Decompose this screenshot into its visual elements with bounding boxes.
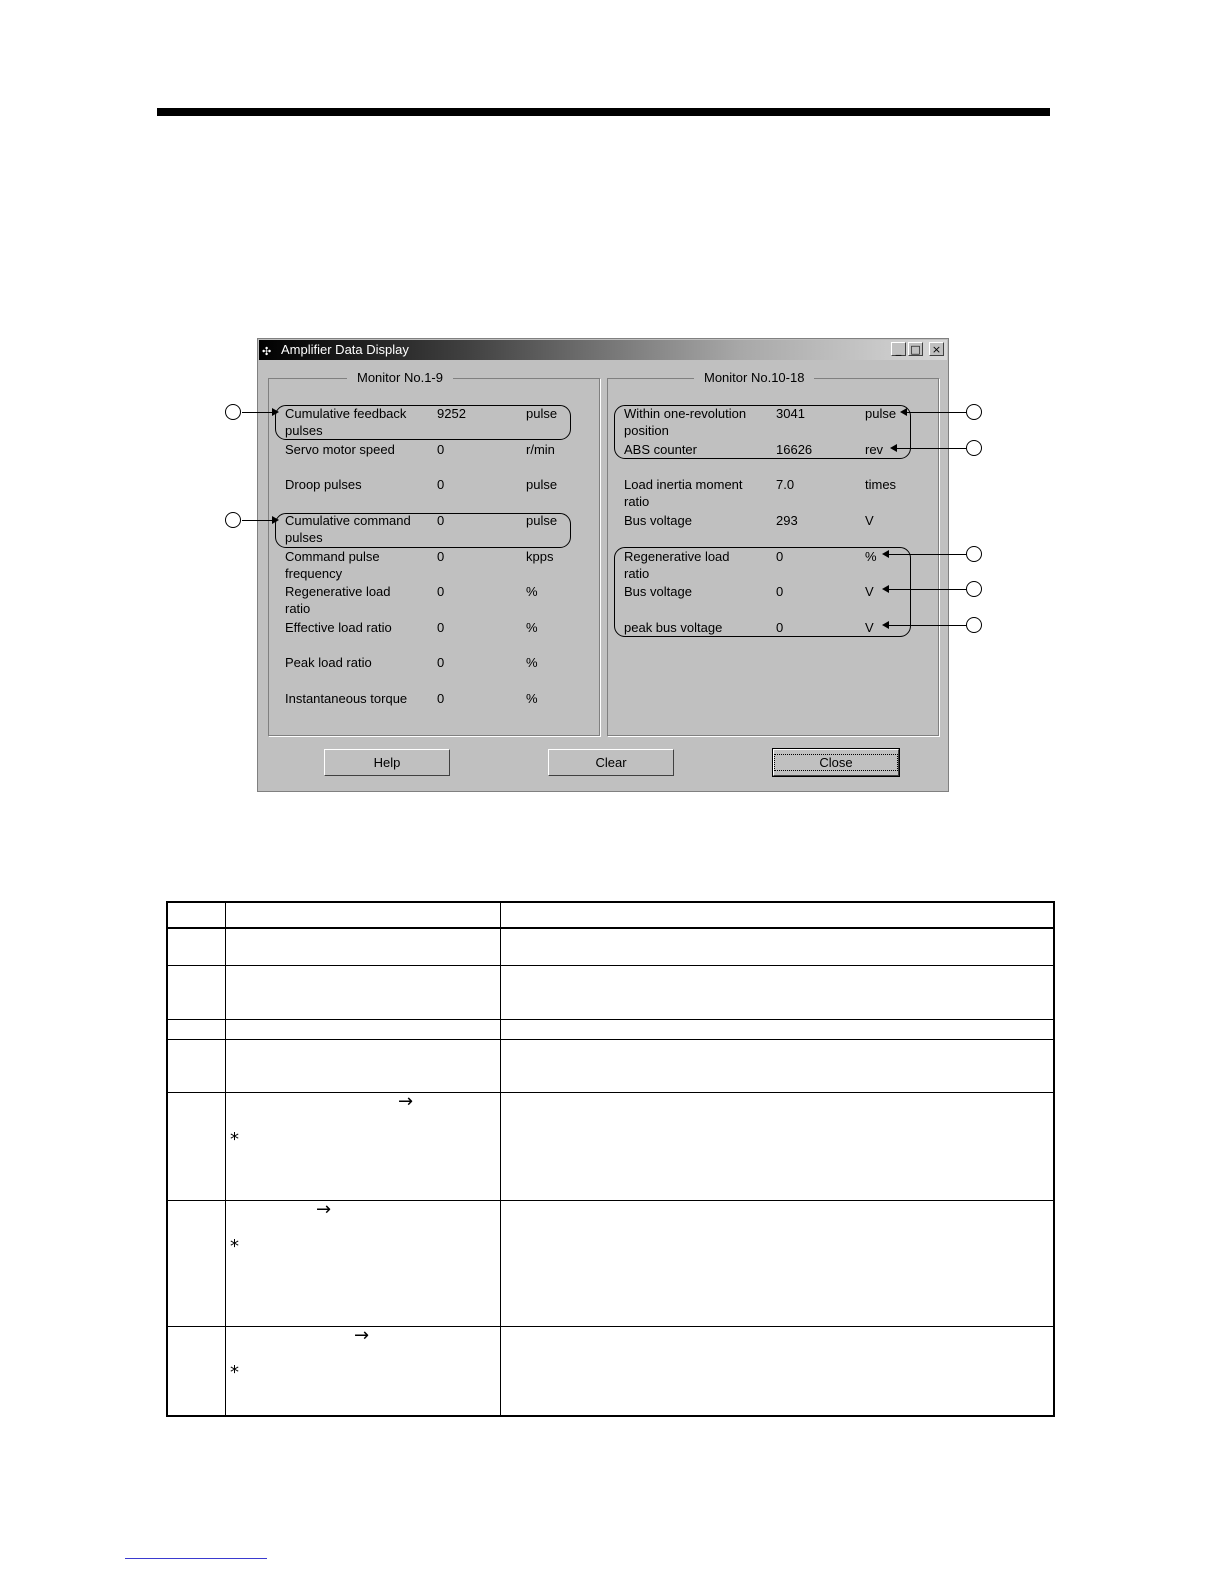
table-row-divider xyxy=(168,1092,1053,1093)
table-column-divider xyxy=(225,903,226,1415)
highlight-box xyxy=(275,513,571,548)
row-unit: % xyxy=(526,584,538,599)
row-unit: times xyxy=(865,477,897,492)
row-value: 0 xyxy=(776,620,784,635)
callout-circle xyxy=(966,581,982,597)
arrow-icon xyxy=(890,444,897,452)
highlight-box xyxy=(614,405,911,459)
table-row-divider xyxy=(168,1019,1053,1020)
table-row-divider xyxy=(168,1039,1053,1040)
maximize-button[interactable]: □ xyxy=(908,342,923,356)
callout-line xyxy=(242,520,275,521)
asterisk-glyph: * xyxy=(230,1362,239,1383)
row-value: 0 xyxy=(437,655,445,670)
app-icon: ✣ xyxy=(262,346,272,358)
callout-line xyxy=(888,625,966,626)
amplifier-data-dialog xyxy=(257,338,949,792)
highlight-box xyxy=(275,405,571,440)
callout-circle xyxy=(225,512,241,528)
row-value: 0 xyxy=(776,549,784,564)
close-window-button[interactable]: × xyxy=(929,342,944,356)
row-label: Load inertia moment ratio xyxy=(624,477,743,509)
asterisk-glyph: * xyxy=(230,1129,239,1150)
row-unit: pulse xyxy=(526,477,558,492)
row-value: 0 xyxy=(437,620,445,635)
callout-line xyxy=(888,554,966,555)
minimize-button[interactable]: _ xyxy=(891,342,906,356)
help-button[interactable]: Help xyxy=(324,749,450,776)
row-unit: % xyxy=(865,549,877,564)
row-label: Instantaneous torque xyxy=(285,691,408,706)
row-unit: kpps xyxy=(526,549,554,564)
window-title: Amplifier Data Display xyxy=(281,342,409,357)
arrow-icon xyxy=(882,621,889,629)
arrow-glyph: → xyxy=(354,1325,370,1346)
row-unit: V xyxy=(865,513,874,528)
asterisk-glyph: * xyxy=(230,1236,239,1257)
row-label: Within one-revolution position xyxy=(624,406,747,438)
row-label: peak bus voltage xyxy=(624,620,723,635)
table-row-divider xyxy=(168,965,1053,966)
arrow-icon xyxy=(272,516,279,524)
row-unit: pulse xyxy=(526,513,558,528)
row-value: 0 xyxy=(437,442,445,457)
row-label: Regenerative load ratio xyxy=(285,584,391,616)
arrow-icon xyxy=(900,408,907,416)
row-value: 9252 xyxy=(437,406,466,421)
title-bar[interactable] xyxy=(259,340,947,360)
row-value: 293 xyxy=(776,513,798,528)
row-label: ABS counter xyxy=(624,442,697,457)
row-unit: pulse xyxy=(865,406,897,421)
row-label: Servo motor speed xyxy=(285,442,395,457)
row-unit: V xyxy=(865,584,874,599)
callout-circle xyxy=(966,440,982,456)
arrow-glyph: → xyxy=(316,1199,332,1220)
callout-circle xyxy=(966,546,982,562)
row-value: 0 xyxy=(437,584,445,599)
row-value: 0 xyxy=(437,513,445,528)
row-label: Command pulse frequency xyxy=(285,549,380,581)
arrow-glyph: → xyxy=(398,1091,414,1112)
row-unit: pulse xyxy=(526,406,558,421)
header-rule xyxy=(157,108,1050,116)
arrow-icon xyxy=(882,550,889,558)
row-value: 3041 xyxy=(776,406,805,421)
row-unit: % xyxy=(526,691,538,706)
group-title-right: Monitor No.10-18 xyxy=(694,370,814,385)
row-label: Effective load ratio xyxy=(285,620,392,635)
callout-line xyxy=(242,412,275,413)
callout-circle xyxy=(966,617,982,633)
footer-link-underline xyxy=(125,1558,267,1559)
callout-circle xyxy=(966,404,982,420)
row-value: 0 xyxy=(776,584,784,599)
row-value: 7.0 xyxy=(776,477,795,492)
close-button-label: Close xyxy=(774,754,897,771)
row-unit: r/min xyxy=(526,442,555,457)
callout-circle xyxy=(225,404,241,420)
row-label: Peak load ratio xyxy=(285,655,372,670)
row-label: Cumulative command pulses xyxy=(285,513,411,545)
row-value: 0 xyxy=(437,549,445,564)
group-title-left: Monitor No.1-9 xyxy=(347,370,453,385)
row-unit: rev xyxy=(865,442,884,457)
arrow-icon xyxy=(272,408,279,416)
row-value: 0 xyxy=(437,691,445,706)
description-table xyxy=(166,901,1055,1417)
row-value: 16626 xyxy=(776,442,813,457)
row-label: Droop pulses xyxy=(285,477,362,492)
row-label: Bus voltage xyxy=(624,584,692,599)
callout-line xyxy=(896,448,966,449)
row-label: Regenerative load ratio xyxy=(624,549,730,581)
row-unit: % xyxy=(526,620,538,635)
highlight-box xyxy=(614,547,911,637)
table-row-divider xyxy=(168,1200,1053,1201)
row-unit: V xyxy=(865,620,874,635)
row-label: Bus voltage xyxy=(624,513,692,528)
table-header-divider xyxy=(168,927,1053,929)
arrow-icon xyxy=(882,585,889,593)
callout-line xyxy=(906,412,966,413)
clear-button[interactable]: Clear xyxy=(548,749,674,776)
row-unit: % xyxy=(526,655,538,670)
table-column-divider xyxy=(500,903,501,1415)
row-label: Cumulative feedback pulses xyxy=(285,406,407,438)
callout-line xyxy=(888,589,966,590)
table-row-divider xyxy=(168,1326,1053,1327)
close-button[interactable] xyxy=(773,749,899,776)
row-value: 0 xyxy=(437,477,445,492)
